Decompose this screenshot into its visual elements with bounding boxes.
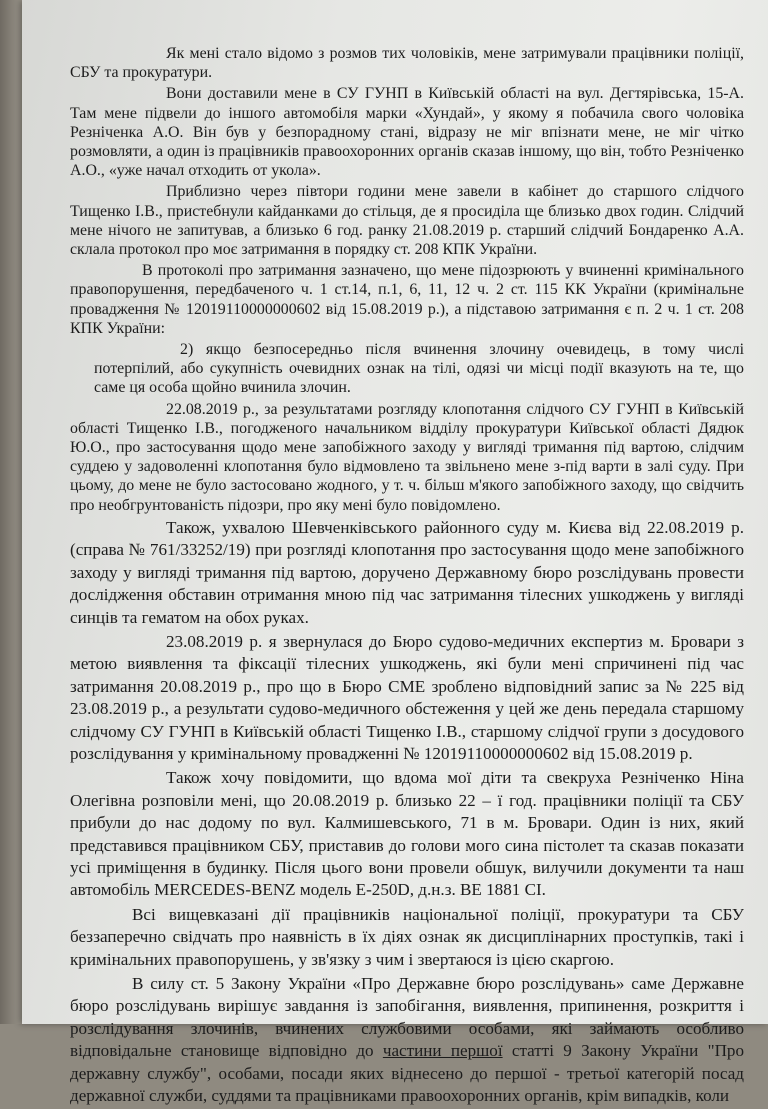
paragraph: 23.08.2019 р. я звернулася до Бюро судово-медичних експертиз м. Бровари з метою виявлення та фіксації тілесних ушкоджень, які були мені спричинені під час затримання 20.08.2019 р., про що в Бюро СМЕ зроблено відповідний запис за № 225 від 23.08.2019 р., а результати судово-медичного обстеження у цей же день передала старшому слідчому СУ ГУНП в Київській області Тищенко І.В., старшому слідчої групи з досудового розслідування у кримінальному провадженні № 12019110000000602 від 15.08.2019 р. [70, 631, 744, 763]
paragraph: Вони доставили мене в СУ ГУНП в Київській області на вул. Дегтярівська, 15-А. Там мене підвели до іншого автомобіля марки «Хундай», у якому я побачила свого чоловіка Резніченка А.О. Він був у безпорадному стані, відразу не міг впізнати мене, не міг чітко розмовляти, а один із працівників правоохоронних органів сказав іншому, що він, тобто Резніченко А.О., «уже начал отходить от укола». [70, 85, 744, 180]
paragraph: Як мені стало відомо з розмов тих чоловіків, мене затримували працівники поліції, СБУ та прокуратури. [70, 45, 744, 82]
paragraph: Також хочу повідомити, що вдома мої діти та свекруха Резніченко Ніна Олегівна розповіли мені, що 20.08.2019 р. близько 22 – ї год. працівники поліції та СБУ прибули до нас додому по вул. Калмишевського, 71 в м. Бровари. Один із них, який представився працівником СБУ, приставив до голови мого сина пістолет та сказав показати усі приміщення в будинку. Після цього вони провели обшук, вилучили документи та наш автомобіль MERCEDES-BENZ модель E-250D, д.н.з. ВЕ 1881 СІ. [70, 768, 744, 900]
paragraph-text: статті 9 Закону України "Про державну службу", особами, посади яких віднесено до першої - третьої категорій посад державної служби, суддями та працівниками правоохоронних органів, крім випадків, коли [70, 1041, 745, 1106]
paragraph: Всі вищевказані дії працівників національної поліції, прокуратури та СБУ беззаперечно свідчать про наявність в їх діях ознак як дисциплінарних проступків, такі і кримінальних правопорушень, у зв'язку з чим і звертаюся із цією скаргою. [70, 904, 744, 969]
paragraph: В протоколі про затримання зазначено, що мене підозрюють у вчиненні кримінального правопорушення, передбаченого ч. 1 ст.14, п.1, 6, 11, 12 ч. 2 ст. 115 КК України (кримінальне провадження № 12019110000000602 від 15.08.2019 р.), а підставою затримання є п. 2 ч. 1 ст. 208 КПК України: [70, 262, 744, 337]
paragraph: Приблизно через півтори години мене завели в кабінет до старшого слідчого Тищенко І.В., пристебнули кайданками до стільця, де я просиділа ще близько двох годин. Слідчий мене нічого не запитував, а близько 6 год. ранку 21.08.2019 р. старший слідчий Бондаренко А.А. склала протокол про моє затримання в порядку ст. 208 КПК України. [70, 183, 744, 259]
law-reference-link[interactable]: частини першої [382, 1041, 503, 1061]
quoted-clause: 2) якщо безпосередньо після вчинення злочину очевидець, в тому числі потерпілий, або сукупність очевидних ознак на тілі, одязі чи місці події вказують на те, що саме ця особа щойно вчинила злочин. [94, 341, 744, 397]
paragraph-text: В силу ст. 5 Закону України «Про Державне бюро розслідувань» саме Державне бюро розслідувань вирішує завдання із запобігання, виявлення, припинення, розкриття і розслідування злочинів, вчинених службовими особами, які займають особливо відповідальне становище відповідно до [70, 974, 744, 1061]
paragraph [70, 973, 744, 1107]
document-body [70, 44, 744, 1109]
paragraph: 22.08.2019 р., за результатами розгляду клопотання слідчого СУ ГУНП в Київській області Тищенко І.В., погодженого начальником відділу прокуратури Київської області Дядюк Ю.О., про застосування щодо мене запобіжного заходу у вигляді тримання під вартою, слідчим суддею у задоволенні клопотання було відмовлено та звільнено мене з-під варти в залі суду. При цьому, до мене не було застосовано жодного, у т. ч. більш м'якого запобіжного заходу, що свідчить про необгрунтованість підозри, про яку мені було повідомлено. [70, 400, 744, 514]
paragraph: Також, ухвалою Шевченківського районного суду м. Києва від 22.08.2019 р. (справа № 761/33252/19) при розгляді клопотання про застосування щодо мене запобіжного заходу у вигляді тримання під вартою, доручено Державному бюро розслідувань провести дослідження обставин отримання мною під час затримання тілесних ушкоджень у вигляді синців та гематом на обох руках. [70, 517, 744, 627]
document-page [22, 0, 768, 1106]
